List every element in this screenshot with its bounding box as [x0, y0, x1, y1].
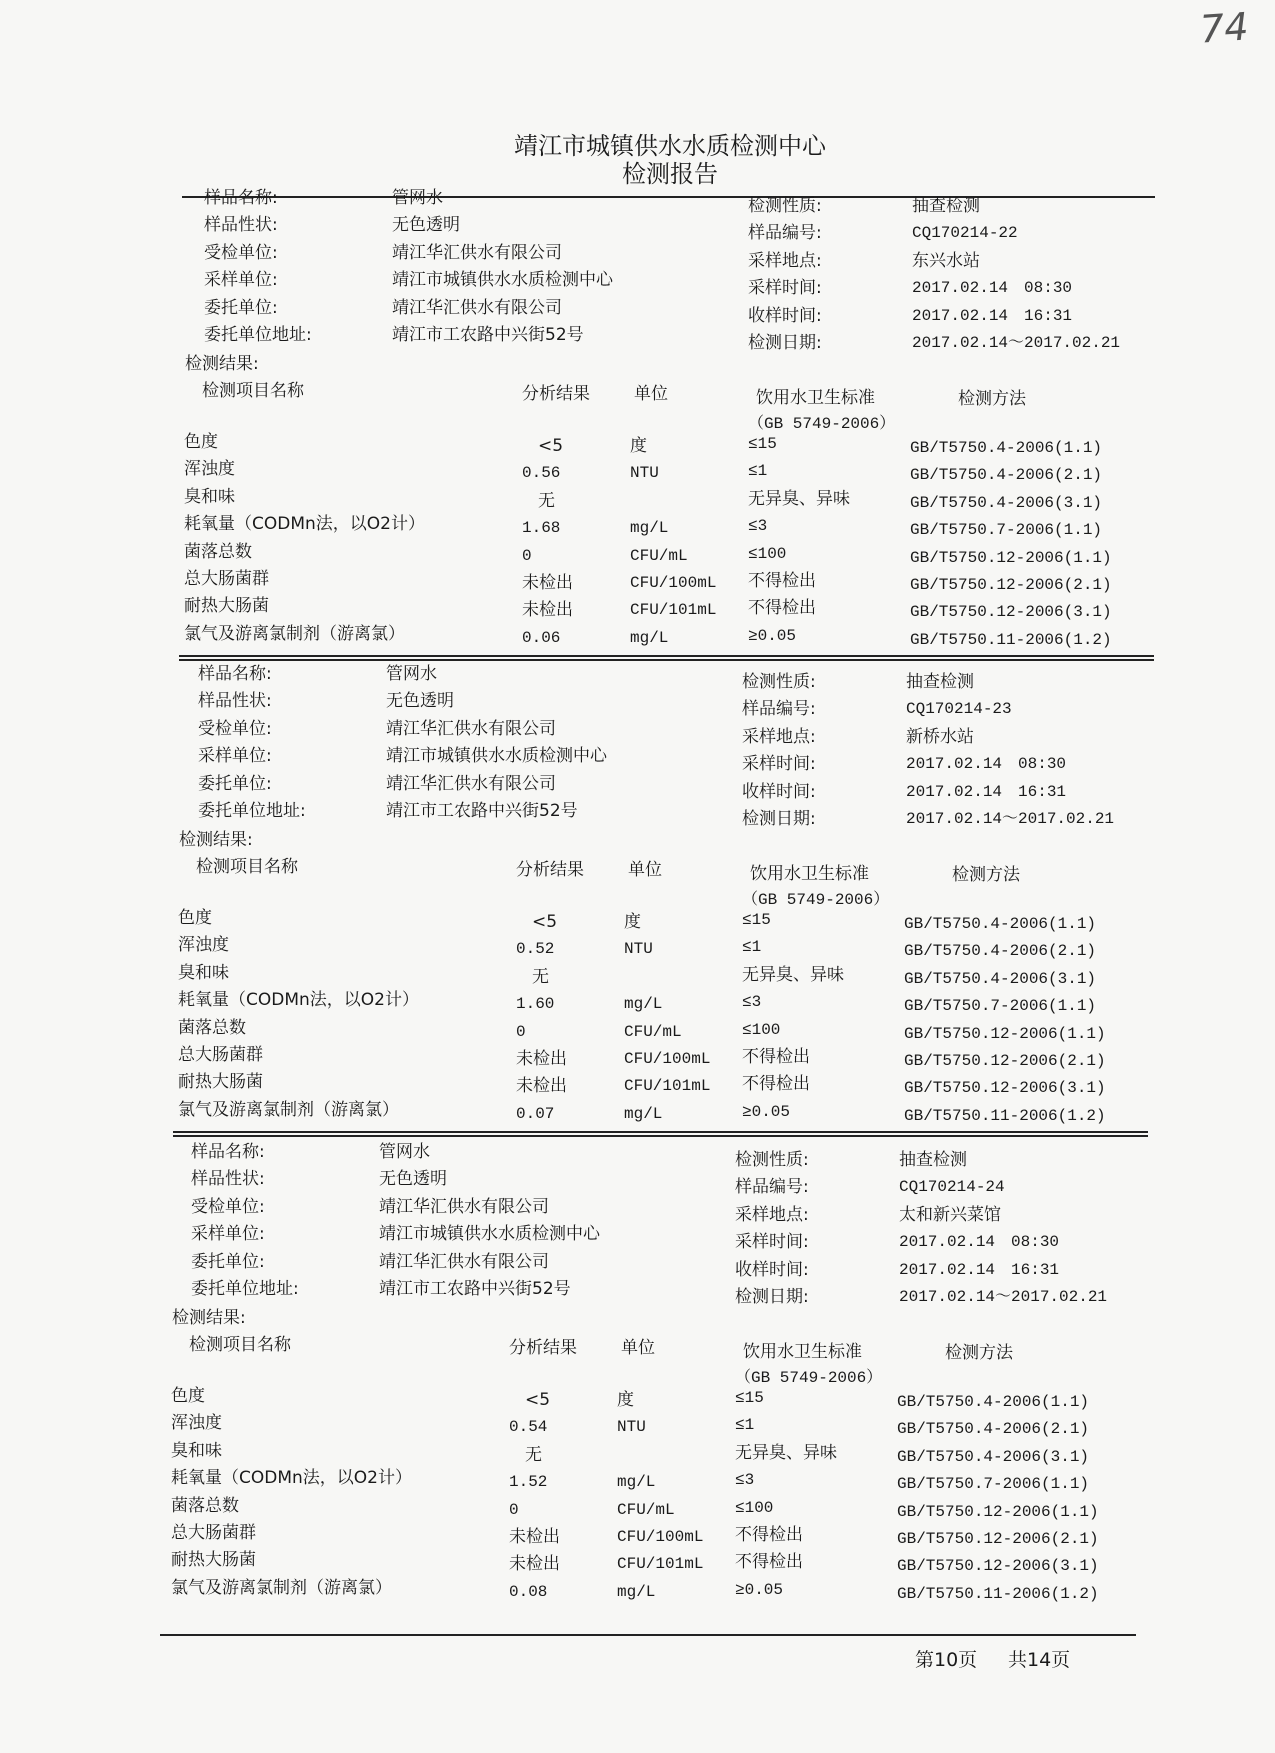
sample-state-value: 无色透明	[386, 691, 454, 712]
test-date-label: 检测日期:	[735, 1287, 809, 1307]
test-nature-value: 抽查检测	[912, 196, 980, 216]
col-method-header: 检测方法	[945, 1343, 1013, 1363]
unit-value: mg/L	[630, 519, 669, 538]
standard-value: ≤1	[735, 1416, 755, 1435]
sample-state-label: 样品性状:	[198, 691, 272, 712]
unit-value: CFU/101mL	[624, 1077, 711, 1096]
results-heading: 检测结果:	[172, 1308, 246, 1328]
col-unit-header: 单位	[621, 1338, 655, 1358]
client-unit-label: 委托单位:	[204, 297, 278, 318]
col-standard-header: 饮用水卫生标准	[756, 388, 875, 408]
item-name: 色度	[178, 908, 212, 928]
client-unit-value: 靖江华汇供水有限公司	[379, 1251, 549, 1272]
unit-value: mg/L	[617, 1582, 656, 1601]
handwritten-page-mark: 74	[1198, 4, 1250, 52]
standard-value: ≤1	[748, 462, 768, 481]
sample-state-label: 样品性状:	[204, 215, 278, 236]
client-address-label: 委托单位地址:	[204, 325, 312, 345]
result-value: 无	[532, 966, 549, 987]
receive-time-value: 2017.02.14 16:31	[899, 1260, 1060, 1279]
inspected-unit-value: 靖江华汇供水有限公司	[392, 242, 562, 263]
standard-value: 不得检出	[735, 1525, 803, 1545]
receive-time-value: 2017.02.14 16:31	[906, 782, 1067, 801]
col-item-header: 检测项目名称	[202, 381, 304, 401]
method-value: GB/T5750.4-2006(2.1)	[904, 942, 1097, 961]
sample-no-label: 样品编号:	[742, 699, 816, 720]
col-result-header: 分析结果	[509, 1338, 577, 1358]
method-value: GB/T5750.7-2006(1.1)	[910, 521, 1103, 540]
results-heading: 检测结果:	[185, 354, 259, 374]
standard-value: 不得检出	[742, 1074, 810, 1095]
item-name: 臭和味	[178, 962, 229, 983]
sample-section-2	[176, 664, 1176, 1134]
standard-value: ≤15	[735, 1389, 764, 1407]
client-unit-label: 委托单位:	[191, 1251, 265, 1272]
standard-value: ≤15	[742, 911, 771, 929]
sampling-site-label: 采样地点:	[742, 726, 816, 747]
item-name: 氯气及游离氯制剂（游离氯）	[178, 1099, 399, 1120]
col-standard-header: 饮用水卫生标准	[750, 864, 869, 884]
sampling-site-value: 太和新兴菜馆	[899, 1204, 1001, 1225]
unit-value: CFU/100mL	[624, 1050, 711, 1068]
item-name: 臭和味	[171, 1440, 222, 1461]
sampling-time-value: 2017.02.14 08:30	[899, 1233, 1060, 1252]
client-unit-value: 靖江华汇供水有限公司	[386, 773, 556, 794]
standard-value: ≤15	[748, 435, 777, 453]
result-value: 0	[516, 1022, 526, 1041]
method-value: GB/T5750.11-2006(1.2)	[904, 1106, 1106, 1125]
method-value: GB/T5750.7-2006(1.1)	[904, 997, 1097, 1016]
method-value: GB/T5750.12-2006(1.1)	[897, 1502, 1099, 1521]
method-value: GB/T5750.4-2006(1.1)	[904, 915, 1097, 933]
method-value: GB/T5750.11-2006(1.2)	[897, 1584, 1099, 1603]
method-value: GB/T5750.7-2006(1.1)	[897, 1475, 1090, 1494]
client-address-label: 委托单位地址:	[191, 1279, 299, 1299]
sampling-time-label: 采样时间:	[748, 278, 822, 299]
unit-value: 度	[624, 912, 641, 932]
unit-value: CFU/mL	[617, 1500, 675, 1519]
method-value: GB/T5750.4-2006(3.1)	[904, 969, 1097, 988]
standard-value: ≤3	[748, 517, 768, 536]
col-standard-code-header: （GB 5749-2006）	[742, 891, 890, 909]
unit-value: CFU/101mL	[630, 601, 717, 620]
col-standard-header: 饮用水卫生标准	[743, 1342, 862, 1362]
col-method-header: 检测方法	[952, 865, 1020, 885]
client-unit-value: 靖江华汇供水有限公司	[392, 297, 562, 318]
receive-time-value: 2017.02.14 16:31	[912, 306, 1073, 325]
item-name: 耐热大肠菌	[178, 1072, 263, 1093]
section-rule	[179, 659, 1154, 661]
unit-value: mg/L	[630, 628, 669, 647]
result-value: 0.08	[509, 1582, 548, 1601]
test-date-label: 检测日期:	[748, 333, 822, 353]
method-value: GB/T5750.12-2006(2.1)	[910, 576, 1112, 594]
unit-value: NTU	[624, 940, 653, 959]
page-total: 共14页	[1008, 1649, 1071, 1671]
standard-value: ≤100	[748, 544, 787, 563]
client-address-value: 靖江市工农路中兴街52号	[386, 801, 578, 821]
item-name: 氯气及游离氯制剂（游离氯）	[171, 1577, 392, 1598]
test-date-value: 2017.02.14～2017.02.21	[906, 810, 1115, 828]
method-value: GB/T5750.12-2006(3.1)	[904, 1079, 1106, 1098]
sample-no-value: CQ170214-22	[912, 224, 1018, 243]
standard-value: 不得检出	[735, 1552, 803, 1573]
standard-value: 不得检出	[748, 571, 816, 591]
result-value: 0.52	[516, 940, 555, 959]
method-value: GB/T5750.12-2006(2.1)	[897, 1530, 1099, 1548]
item-name: 色度	[184, 432, 218, 452]
item-name: 臭和味	[184, 486, 235, 507]
result-value: 0	[522, 546, 532, 565]
method-value: GB/T5750.12-2006(1.1)	[904, 1024, 1106, 1043]
inspected-unit-value: 靖江华汇供水有限公司	[379, 1196, 549, 1217]
inspected-unit-label: 受检单位:	[204, 242, 278, 263]
item-name: 总大肠菌群	[171, 1523, 256, 1543]
sample-name-value: 管网水	[392, 188, 443, 208]
sampling-unit-value: 靖江市城镇供水水质检测中心	[379, 1224, 600, 1245]
unit-value: NTU	[617, 1418, 646, 1437]
sampling-time-value: 2017.02.14 08:30	[906, 755, 1067, 774]
method-value: GB/T5750.11-2006(1.2)	[910, 630, 1112, 649]
test-date-value: 2017.02.14～2017.02.21	[912, 334, 1121, 352]
item-name: 耗氧量（CODMn法，以O2计）	[178, 990, 419, 1011]
unit-value: mg/L	[617, 1473, 656, 1492]
receive-time-label: 收样时间:	[735, 1259, 809, 1280]
sampling-time-label: 采样时间:	[735, 1232, 809, 1253]
item-name: 氯气及游离氯制剂（游离氯）	[184, 623, 405, 644]
result-value: 未检出	[522, 573, 573, 593]
standard-value: 无异臭、异味	[742, 964, 844, 985]
sample-no-value: CQ170214-23	[906, 700, 1012, 719]
sample-name-value: 管网水	[386, 664, 437, 684]
result-value: 未检出	[509, 1554, 560, 1575]
client-address-label: 委托单位地址:	[198, 801, 306, 821]
standard-value: ≤1	[742, 938, 762, 957]
result-value: 0.54	[509, 1418, 548, 1437]
sample-name-value: 管网水	[379, 1142, 430, 1162]
item-name: 耗氧量（CODMn法，以O2计）	[171, 1468, 412, 1489]
method-value: GB/T5750.4-2006(3.1)	[910, 493, 1103, 512]
col-item-header: 检测项目名称	[189, 1335, 291, 1355]
sample-state-value: 无色透明	[392, 215, 460, 236]
result-value: 1.52	[509, 1473, 548, 1492]
result-value: 0	[509, 1500, 519, 1519]
method-value: GB/T5750.4-2006(1.1)	[910, 439, 1103, 457]
unit-value: mg/L	[624, 995, 663, 1014]
section-rule	[173, 1131, 1148, 1133]
method-value: GB/T5750.12-2006(2.1)	[904, 1052, 1106, 1070]
sampling-unit-value: 靖江市城镇供水水质检测中心	[386, 746, 607, 767]
sampling-site-label: 采样地点:	[748, 250, 822, 271]
item-name: 耐热大肠菌	[184, 596, 269, 617]
col-method-header: 检测方法	[958, 389, 1026, 409]
sampling-site-value: 东兴水站	[912, 250, 980, 271]
client-address-value: 靖江市工农路中兴街52号	[392, 325, 584, 345]
sampling-time-value: 2017.02.14 08:30	[912, 279, 1073, 298]
standard-value: 不得检出	[742, 1047, 810, 1067]
item-name: 浑浊度	[184, 459, 235, 480]
col-unit-header: 单位	[634, 384, 668, 404]
unit-value: 度	[617, 1390, 634, 1410]
standard-value: ≤3	[735, 1471, 755, 1490]
sample-no-value: CQ170214-24	[899, 1178, 1005, 1197]
result-value: 0.56	[522, 464, 561, 483]
result-value: <5	[538, 436, 564, 456]
col-result-header: 分析结果	[516, 860, 584, 880]
method-value: GB/T5750.12-2006(1.1)	[910, 548, 1112, 567]
receive-time-label: 收样时间:	[742, 781, 816, 802]
test-nature-label: 检测性质:	[748, 196, 822, 216]
standard-value: ≤3	[742, 993, 762, 1012]
sampling-site-value: 新桥水站	[906, 726, 974, 747]
method-value: GB/T5750.4-2006(3.1)	[897, 1447, 1090, 1466]
method-value: GB/T5750.12-2006(3.1)	[897, 1557, 1099, 1576]
sample-name-label: 样品名称:	[191, 1142, 265, 1162]
result-value: 未检出	[516, 1049, 567, 1069]
sampling-site-label: 采样地点:	[735, 1204, 809, 1225]
unit-value: 度	[630, 436, 647, 456]
standard-value: ≥0.05	[748, 626, 797, 645]
standard-value: 不得检出	[748, 598, 816, 619]
result-value: 1.68	[522, 519, 561, 538]
col-item-header: 检测项目名称	[196, 857, 298, 877]
inspected-unit-value: 靖江华汇供水有限公司	[386, 718, 556, 739]
inspected-unit-label: 受检单位:	[191, 1196, 265, 1217]
sample-no-label: 样品编号:	[735, 1177, 809, 1198]
item-name: 耐热大肠菌	[171, 1550, 256, 1571]
item-name: 耗氧量（CODMn法，以O2计）	[184, 514, 425, 535]
col-standard-code-header: （GB 5749-2006）	[748, 415, 896, 433]
standard-value: ≥0.05	[735, 1580, 784, 1599]
sample-no-label: 样品编号:	[748, 223, 822, 244]
test-date-value: 2017.02.14～2017.02.21	[899, 1288, 1108, 1306]
item-name: 菌落总数	[171, 1495, 239, 1516]
unit-value: CFU/mL	[630, 546, 688, 565]
section-rule	[173, 1135, 1148, 1137]
result-value: 未检出	[516, 1076, 567, 1097]
client-unit-label: 委托单位:	[198, 773, 272, 794]
result-value: 0.07	[516, 1104, 555, 1123]
test-nature-label: 检测性质:	[735, 1150, 809, 1170]
test-nature-value: 抽查检测	[899, 1150, 967, 1170]
report-title: 靖江市城镇供水水质检测中心	[514, 132, 826, 160]
sample-section-1	[182, 188, 1182, 658]
test-nature-value: 抽查检测	[906, 672, 974, 692]
method-value: GB/T5750.4-2006(1.1)	[897, 1393, 1090, 1411]
sampling-unit-value: 靖江市城镇供水水质检测中心	[392, 270, 613, 291]
inspected-unit-label: 受检单位:	[198, 718, 272, 739]
page-number: 第10页	[915, 1649, 978, 1671]
sampling-unit-label: 采样单位:	[204, 270, 278, 291]
standard-value: ≤100	[742, 1020, 781, 1039]
report-subtitle: 检测报告	[622, 160, 718, 188]
result-value: 未检出	[509, 1527, 560, 1547]
unit-value: CFU/100mL	[630, 574, 717, 592]
test-date-label: 检测日期:	[742, 809, 816, 829]
item-name: 浑浊度	[171, 1413, 222, 1434]
standard-value: 无异臭、异味	[735, 1442, 837, 1463]
unit-value: NTU	[630, 464, 659, 483]
method-value: GB/T5750.4-2006(2.1)	[910, 466, 1103, 485]
bottom-rule	[160, 1634, 1136, 1636]
col-standard-code-header: （GB 5749-2006）	[735, 1369, 883, 1387]
result-value: <5	[525, 1390, 551, 1410]
item-name: 总大肠菌群	[178, 1045, 263, 1065]
item-name: 菌落总数	[178, 1017, 246, 1038]
sampling-unit-label: 采样单位:	[191, 1224, 265, 1245]
sample-state-label: 样品性状:	[191, 1169, 265, 1190]
standard-value: ≥0.05	[742, 1102, 791, 1121]
result-value: 1.60	[516, 995, 555, 1014]
unit-value: CFU/101mL	[617, 1555, 704, 1574]
result-value: 无	[525, 1444, 542, 1465]
sample-name-label: 样品名称:	[198, 664, 272, 684]
item-name: 色度	[171, 1386, 205, 1406]
sample-section-3	[169, 1142, 1169, 1612]
sample-name-label: 样品名称:	[204, 188, 278, 208]
method-value: GB/T5750.12-2006(3.1)	[910, 603, 1112, 622]
unit-value: CFU/100mL	[617, 1528, 704, 1546]
item-name: 浑浊度	[178, 935, 229, 956]
unit-value: mg/L	[624, 1104, 663, 1123]
sampling-unit-label: 采样单位:	[198, 746, 272, 767]
standard-value: ≤100	[735, 1498, 774, 1517]
test-nature-label: 检测性质:	[742, 672, 816, 692]
result-value: 无	[538, 490, 555, 511]
col-result-header: 分析结果	[522, 384, 590, 404]
client-address-value: 靖江市工农路中兴街52号	[379, 1279, 571, 1299]
unit-value: CFU/mL	[624, 1022, 682, 1041]
receive-time-label: 收样时间:	[748, 305, 822, 326]
result-value: 0.06	[522, 628, 561, 647]
results-heading: 检测结果:	[179, 830, 253, 850]
method-value: GB/T5750.4-2006(2.1)	[897, 1420, 1090, 1439]
sample-state-value: 无色透明	[379, 1169, 447, 1190]
result-value: <5	[532, 912, 558, 932]
item-name: 总大肠菌群	[184, 569, 269, 589]
result-value: 未检出	[522, 600, 573, 621]
item-name: 菌落总数	[184, 541, 252, 562]
col-unit-header: 单位	[628, 860, 662, 880]
standard-value: 无异臭、异味	[748, 488, 850, 509]
sampling-time-label: 采样时间:	[742, 754, 816, 775]
section-rule	[179, 655, 1154, 657]
